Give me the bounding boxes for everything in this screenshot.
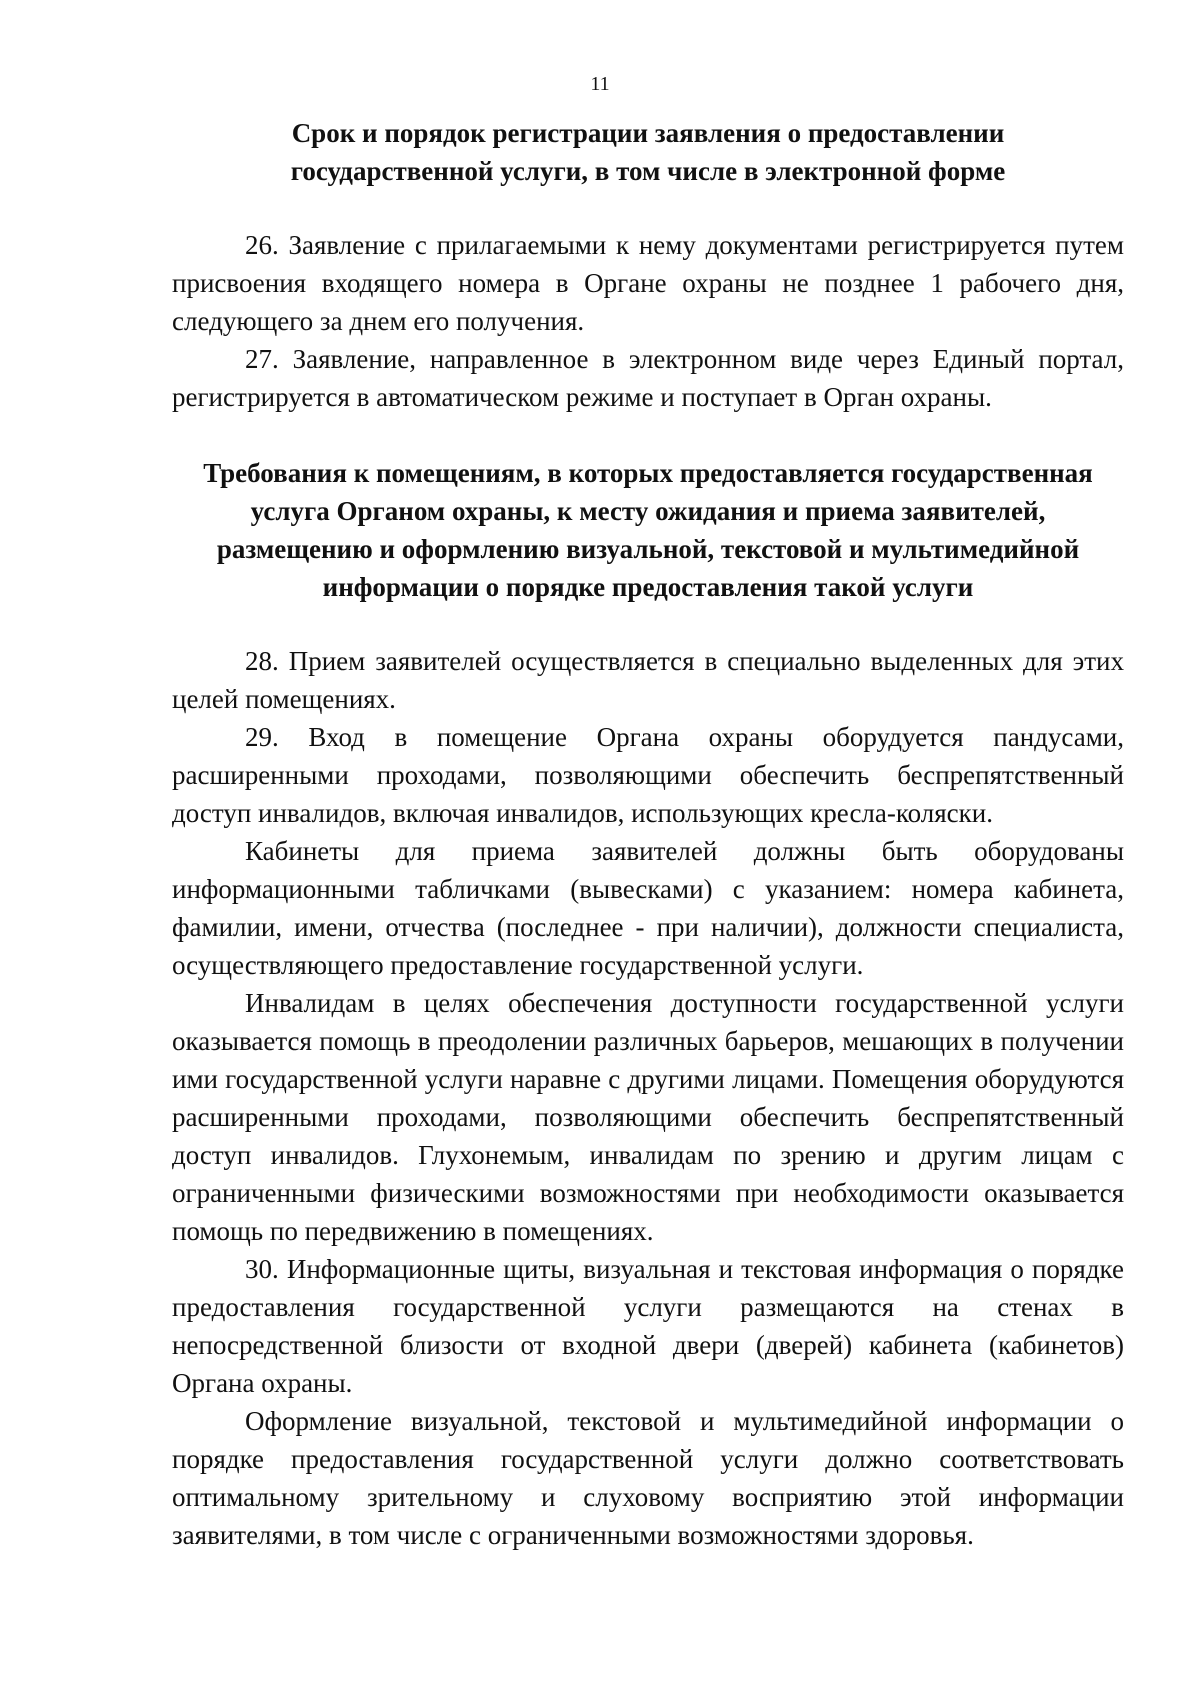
spacer [172, 190, 1124, 226]
paragraph-offices: Кабинеты для приема заявителей должны быть оборудованы информационными табличками (вывесками) с указанием: номера кабинета, фамилии, имени, отчества (последнее - при наличии), должности специалиста, осуществляющего предоставление государственной услуги. [172, 836, 1124, 980]
spacer [172, 606, 1124, 642]
section-heading-registration [172, 114, 1124, 190]
paragraph-27: 27. Заявление, направленное в электронном виде через Единый портал, регистрируется в автоматическом режиме и поступает в Орган охраны. [172, 344, 1124, 412]
section-heading-premises [172, 454, 1124, 606]
document-content [172, 114, 1124, 1554]
paragraph-accessibility: Инвалидам в целях обеспечения доступности государственной услуги оказывается помощь в преодолении различных барьеров, мешающих в получении ими государственной услуги наравне с другими лицами. Помещения оборудуются расширенными проходами, позволяющими обеспечить беспрепятственный доступ инвалидов. Глухонемым, инвалидам по зрению и другим лицам с ограниченными физическими возможностями при необходимости оказывается помощь по передвижению в помещениях. [172, 988, 1124, 1246]
paragraph-28: 28. Прием заявителей осуществляется в специально выделенных для этих целей помещениях. [172, 646, 1124, 714]
paragraph-design: Оформление визуальной, текстовой и мультимедийной информации о порядке предоставления государственной услуги должно соответствовать оптимальному зрительному и слуховому восприятию этой информации заявителями, в том числе с ограниченными возможностями здоровья. [172, 1406, 1124, 1550]
paragraph-29: 29. Вход в помещение Органа охраны оборудуется пандусами, расширенными проходами, позволяющими обеспечить беспрепятственный доступ инвалидов, включая инвалидов, использующих кресла-коляски. [172, 722, 1124, 828]
heading-line: размещению и оформлению визуальной, текстовой и мультимедийной [216, 534, 1080, 564]
heading-line: информации о порядке предоставления такой услуги [322, 572, 974, 602]
paragraph-26: 26. Заявление с прилагаемыми к нему документами регистрируется путем присвоения входящего номера в Органе охраны не позднее 1 рабочего дня, следующего за днем его получения. [172, 230, 1124, 336]
heading-line: Требования к помещениям, в которых предоставляется государственная [203, 458, 1093, 488]
paragraph-30: 30. Информационные щиты, визуальная и текстовая информация о порядке предоставления государственной услуги размещаются на стенах в непосредственной близости от входной двери (дверей) кабинета (кабинетов) Органа охраны. [172, 1254, 1124, 1398]
heading-line: Срок и порядок регистрации заявления о предоставлении [291, 118, 1005, 148]
spacer [172, 416, 1124, 454]
heading-line: услуга Органом охраны, к месту ожидания и приема заявителей, [250, 496, 1046, 526]
heading-line: государственной услуги, в том числе в электронной форме [290, 156, 1006, 186]
page-number: 11 [590, 73, 610, 95]
